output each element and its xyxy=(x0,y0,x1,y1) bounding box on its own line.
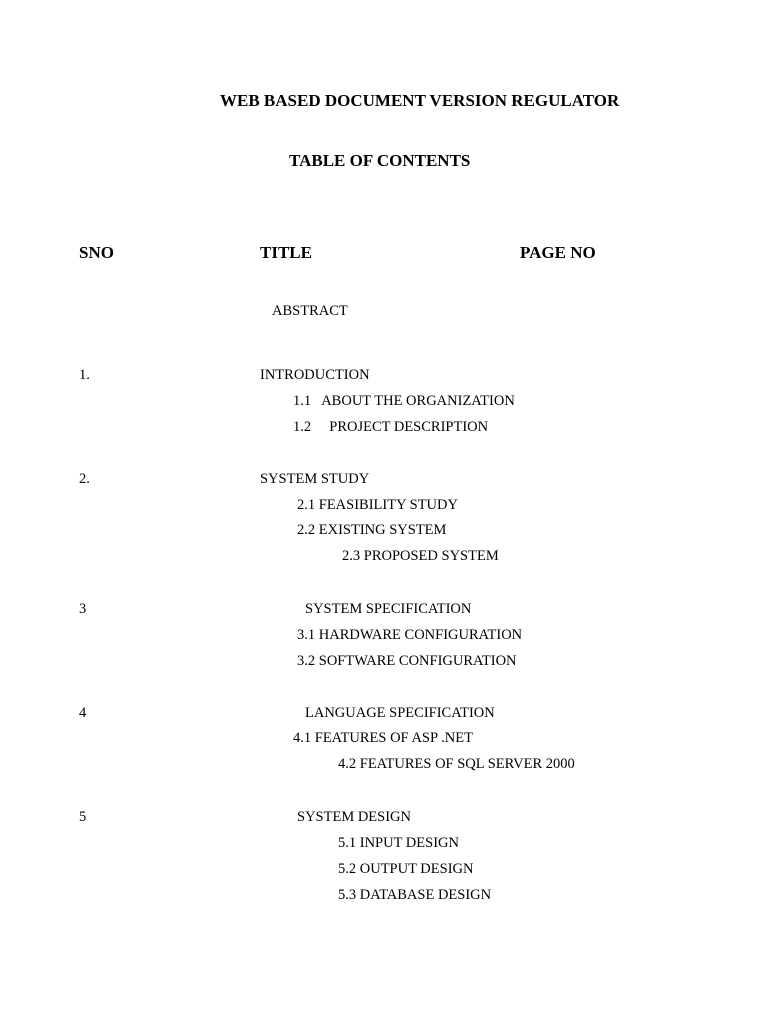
toc-entry-proposed-system: 2.3 PROPOSED SYSTEM xyxy=(342,548,499,564)
toc-entry-system-design: SYSTEM DESIGN xyxy=(297,809,411,825)
toc-entry-existing-system: 2.2 EXISTING SYSTEM xyxy=(297,522,447,538)
toc-sno-4: 4 xyxy=(79,705,87,721)
toc-sno-2: 2. xyxy=(79,471,90,487)
toc-entry-introduction: INTRODUCTION xyxy=(260,367,370,383)
document-title: WEB BASED DOCUMENT VERSION REGULATOR xyxy=(220,91,620,110)
column-header-page-no: PAGE NO xyxy=(520,243,596,262)
toc-entry-feasibility-study: 2.1 FEASIBILITY STUDY xyxy=(297,497,458,513)
toc-entry-language-specification: LANGUAGE SPECIFICATION xyxy=(305,705,495,721)
toc-entry-about-organization: 1.1 ABOUT THE ORGANIZATION xyxy=(293,393,515,409)
toc-entry-abstract: ABSTRACT xyxy=(272,303,348,319)
toc-sno-3: 3 xyxy=(79,601,87,617)
toc-entry-system-specification: SYSTEM SPECIFICATION xyxy=(305,601,472,617)
toc-entry-project-description: 1.2 PROJECT DESCRIPTION xyxy=(293,419,489,435)
toc-sno-5: 5 xyxy=(79,809,87,825)
toc-entry-database-design: 5.3 DATABASE DESIGN xyxy=(338,887,492,903)
toc-entry-software-configuration: 3.2 SOFTWARE CONFIGURATION xyxy=(297,653,517,669)
toc-entry-features-aspnet: 4.1 FEATURES OF ASP .NET xyxy=(293,730,473,746)
toc-entry-system-study: SYSTEM STUDY xyxy=(260,471,370,487)
toc-entry-features-sql-server: 4.2 FEATURES OF SQL SERVER 2000 xyxy=(338,756,575,772)
toc-sno-1: 1. xyxy=(79,367,90,383)
toc-entry-output-design: 5.2 OUTPUT DESIGN xyxy=(338,861,474,877)
toc-heading: TABLE OF CONTENTS xyxy=(289,151,471,170)
toc-entry-input-design: 5.1 INPUT DESIGN xyxy=(338,835,459,851)
column-header-sno: SNO xyxy=(79,243,114,262)
toc-entry-hardware-configuration: 3.1 HARDWARE CONFIGURATION xyxy=(297,627,523,643)
column-header-title: TITLE xyxy=(260,243,312,262)
